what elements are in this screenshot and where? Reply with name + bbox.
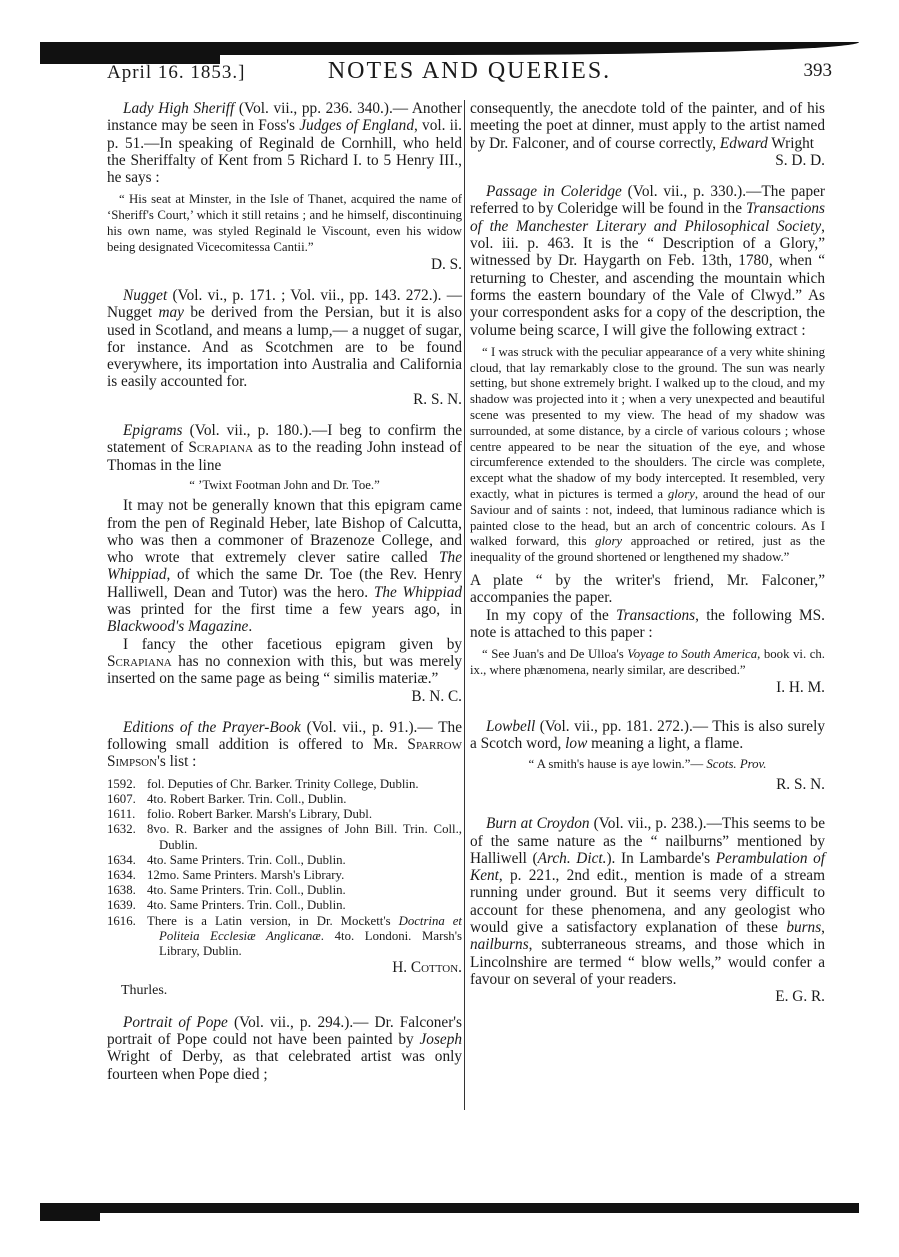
list-item: 1634. 12mo. Same Printers. Marsh's Library.	[107, 867, 345, 882]
signature: B. N. C.	[411, 687, 462, 705]
place-name: Thurles.	[121, 983, 168, 999]
article-nugget	[107, 287, 462, 408]
article-portrait-of-pope	[107, 1014, 462, 1083]
signature: I. H. M.	[776, 678, 825, 696]
article-title: Lady High Sheriff	[123, 100, 235, 117]
left-column	[107, 100, 462, 1083]
article-body: A plate “ by the writer's friend, Mr. Falconer,” accompanies the paper.	[470, 572, 825, 607]
article-title: Epigrams	[123, 422, 183, 440]
verse-line: “ A smith's hause is aye lowin.”— Scots. Prov.	[528, 756, 767, 771]
article-body: Epigrams (Vol. vii., p. 180.).—I beg to confirm the statement of Scrapiana as to the reading John instead of Thomas in the line	[107, 422, 463, 474]
article-epigrams	[107, 422, 462, 705]
list-item: 1607. 4to. Robert Barker. Trin. Coll., Dublin.	[107, 791, 347, 806]
journal-title: NOTES AND QUERIES.	[327, 58, 612, 84]
list-item: 1639. 4to. Same Printers. Trin. Coll., Dublin.	[107, 898, 346, 913]
article-title: Burn at Croydon	[486, 815, 590, 833]
article-body: consequently, the anecdote told of the painter, and of his meeting the poet at dinner, must apply to the artist named by Dr. Falconer, and of course correctly, Edward Wright	[470, 100, 825, 152]
list-item: 1638. 4to. Same Printers. Trin. Coll., Dublin.	[107, 883, 346, 898]
top-rule	[40, 42, 859, 55]
list-item: 1632. 8vo. R. Barker and the assignes of John Bill. Trin. Coll., Dublin.	[107, 822, 462, 852]
edition-list	[107, 777, 462, 959]
article-title: Passage in Coleridge	[486, 183, 622, 201]
signature: D. S.	[430, 255, 462, 273]
verse-line: “ ’Twixt Footman John and Dr. Toe.”	[189, 477, 380, 492]
quotation: “ I was struck with the peculiar appearance of a very white shining cloud, that lay remarkably close to the ground. The sun was nearly setting, but shone extremely bright. I walked up to the cloud, and my shadow was projected into it ; when a very unexpected and beautiful scene was presented to my view. The head of my shadow was surrounded, at some distance, by a circle of various colours ; whose centre appeared to be near the situation of the eye, and whose circumference extended to the shoulders. The circle was complete, except what the shadow of my body intercepted. It resembled, very exactly, what in pictures is termed a glory, around the head of our Saviour and of saints : not, indeed, that luminous radiance which is painted close to the head, but an arch of concentric colours. As I walked forward, this glory approached or retired, just as the inequality of the ground shortened or lengthened my shadow.”	[470, 344, 825, 565]
article-lady-high-sheriff	[107, 100, 462, 273]
list-item: 1611. folio. Robert Barker. Marsh's Library, Dubl.	[107, 807, 373, 822]
article-body: Portrait of Pope (Vol. vii., p. 294.).— Dr. Falconer's portrait of Pope could not have been painted by Joseph Wright of Derby, as that celebrated artist was only fourteen when Pope died ;	[107, 1013, 463, 1083]
column-divider	[464, 100, 465, 1110]
article-body: I fancy the other facetious epigram given by Scrapiana has no connexion with this, but was merely inserted on the same page as being “ similis materiæ.”	[107, 635, 462, 688]
article-body: Lowbell (Vol. vii., pp. 181. 272.).— This is also surely a Scotch word, low meaning a light, a flame.	[470, 718, 825, 753]
signature: S. D. D.	[775, 151, 825, 169]
article-title: Lowbell	[486, 718, 536, 736]
article-burn-at-croydon	[470, 815, 825, 1005]
list-item: 1616. There is a Latin version, in Dr. Mockett's Doctrina et Politeia Ecclesiæ Anglicanæ. 4to. Londoni. Marsh's Library, Dublin.	[107, 913, 462, 958]
signature: R. S. N.	[413, 390, 462, 408]
issue-date: April 16. 1853.]	[107, 62, 246, 83]
article-body: Editions of the Prayer-Book (Vol. vii., p. 91.).— The following small addition is offered to Mr. Sparrow Simpson's list :	[107, 718, 462, 771]
list-item: 1592. fol. Deputies of Chr. Barker. Trinity College, Dublin.	[107, 776, 419, 791]
page-number: 393	[803, 60, 832, 81]
article-title: Editions of the Prayer-Book	[123, 718, 301, 736]
signature: E. G. R.	[775, 988, 825, 1006]
article-body: Burn at Croydon (Vol. vii., p. 238.).—This seems to be of the same nature as the “ nailburns” mentioned by Halliwell (Arch. Dict.). In Lambarde's Perambulation of Kent, p. 221., 2nd edit., mention is made of a stream running under ground. But it seems very difficult to account for these phenomena, and any geologist who would give a satisfactory explanation of these burns, nailburns, subterraneous streams, and those which in Lincolnshire are termed “ blow wells,” would confer a favour on several of your readers.	[470, 815, 826, 988]
bottom-rule	[40, 1203, 859, 1213]
article-title: Portrait of Pope	[123, 1013, 228, 1031]
article-prayer-book	[107, 719, 462, 1000]
quotation: “ His seat at Minster, in the Isle of Thanet, acquired the name of ‘Sheriff's Court,’ which it still retains ; and he himself, discontinuing his own name, was styled Reginald le Viscount, even his widow being designated Vicecomitessa Cantii.”	[107, 192, 462, 254]
article-body: In my copy of the Transactions, the following MS. note is attached to this paper :	[470, 606, 825, 641]
article-lowbell	[470, 718, 825, 793]
signature: R. S. N.	[776, 775, 825, 793]
right-column	[470, 100, 825, 1006]
article-body: Nugget (Vol. vi., p. 171. ; Vol. vii., pp. 143. 272.). —Nugget may be derived from the Persian, but it is also used in Scotland, and means a lump,— a nugget of sugar, for instance. And as Scotchmen are to be found everywhere, its importation into Australia and California is easily accounted for.	[107, 286, 462, 391]
article-portrait-of-pope-continued	[470, 100, 825, 169]
article-body: Lady High Sheriff (Vol. vii., pp. 236. 340.).— Another instance may be seen in Foss's Judges of England, vol. ii. p. 51.—In speaking of Reginald de Cornhill, who held the Sheriffalty of Kent from 5 Richard I. to 5 Henry III., he says :	[107, 100, 462, 187]
quotation: “ See Juan's and De Ulloa's Voyage to South America, book vi. ch. ix., where phænomena, nearly similar, are described.”	[470, 647, 825, 677]
list-item: 1634. 4to. Same Printers. Trin. Coll., Dublin.	[107, 852, 346, 867]
article-title: Nugget	[123, 286, 168, 304]
signature: H. Cotton.	[392, 959, 462, 977]
article-body: Passage in Coleridge (Vol. vii., p. 330.).—The paper referred to by Coleridge will be found in the Transactions of the Manchester Literary and Philosophical Society, vol. iii. p. 463. It is the “ Description of a Glory,” witnessed by Dr. Haygarth on Feb. 13th, 1780, when “ returning to Chester, and ascending the mountain which forms the eastern boundary of the Vale of Clwyd.” As your correspondent asks for a copy of the description, the volume being scarce, I will give the following extract :	[470, 183, 825, 339]
article-body: It may not be generally known that this epigram came from the pen of Reginald Heber, late Bishop of Calcutta, who was then a commoner of Brazenoze College, and who wrote that extremely clever satire called The Whippiad, of which the same Dr. Toe (the Rev. Henry Halliwell, Dean and Tutor) was the hero. The Whippiad was printed for the first time a few years ago, in Blackwood's Magazine.	[107, 497, 463, 636]
article-passage-in-coleridge	[470, 183, 825, 696]
page-header	[107, 58, 832, 90]
